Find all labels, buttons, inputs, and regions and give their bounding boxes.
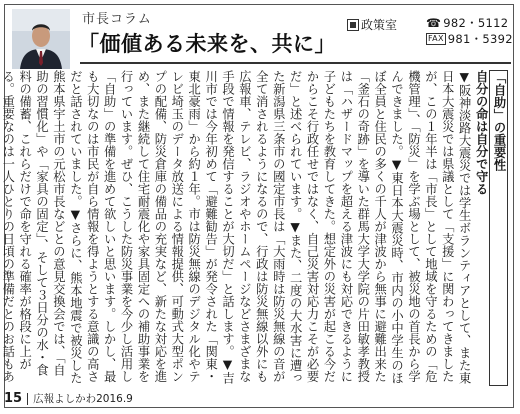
department-name: 政策室 [361,18,398,32]
fax-icon: FAX [428,34,444,43]
footer [4,391,133,406]
article-heading: 「自助」の重要性 [489,70,508,386]
fax [426,31,513,47]
article-body [0,70,508,386]
header-rule [80,62,511,64]
telephone-number: 982・5112 [443,16,509,30]
page-number: 15 [4,391,23,406]
article-subheading: 自分の命は自分で守る [474,70,489,195]
fax-number: 981・5392 [447,32,513,46]
article-text: ▼阪神淡路大震災では学生ボランティアとして、また東日本大震災では県議として「支援」に関わってきましたが、この１年半は「市長」として地域を守るための「危機管理」、「防災」を学ぶ場として、被災地の首長から学んできました。▼東日本大震災時、市内の小中学生のほぼ全員と住民の多くの千人が津波から無事に避難出来た「釜石の奇跡」を導いた群馬大学大学院の片田敏孝教授は「ハザードマップを超える津波にも対応できるように子どもたちを教育してきた。想定外の災害が起こる今だからこそ行政任せではなく、自己災害対応力こそが必要だ」と述べられています。▼また、二度の大水害に遭った新潟県三条市の國定市長は「大雨時は防災無線の音が全て消されるようになるので、行政は防災無線以外にも広報車、テレビ、ラジオやホームページなどさまざまな手段で情報を発信することが大切だ」と話します。▼吉川市では今年初めて「避難勧告」が発令された「関東・東北豪雨」から約１年。市は防災無線のデジタル化やテレビ埼玉のデータ放送による情報提供、可動式大型ポンプの配備、防災倉庫の備品の充実など、新たな対応を進め、また継続して住宅耐震化や家具固定への補助事業を行っています。ぜひ、こうした防災事業を今少し活用し「自助」の準備を進めて欲しいと思います。しかし、最も大切なのは市民が自ら情報を得ようとする意識の高さだと話されていました。▼さらに、熊本地震で被災した熊本県宇土市の元松市長などとの意見交換会では、「自助の習慣化」や「家具の固定」、そして３日分の水・食料の備蓄、これらだけで命を守れる確率が格段に上がる。重要なのは一人ひとりの日頃の準備だとのお話もあ [0,70,472,385]
issue-label: 広報よしかわ2016.9 [33,393,133,405]
footer-divider [27,393,28,405]
mayor-portrait [12,9,70,69]
column-title: 「価値ある未来を、共に」 [78,32,336,56]
square-icon [347,19,359,31]
column-label: 市長コラム [82,12,152,27]
phone-icon: ☎ [426,16,442,30]
department [347,16,397,33]
telephone [426,15,508,31]
